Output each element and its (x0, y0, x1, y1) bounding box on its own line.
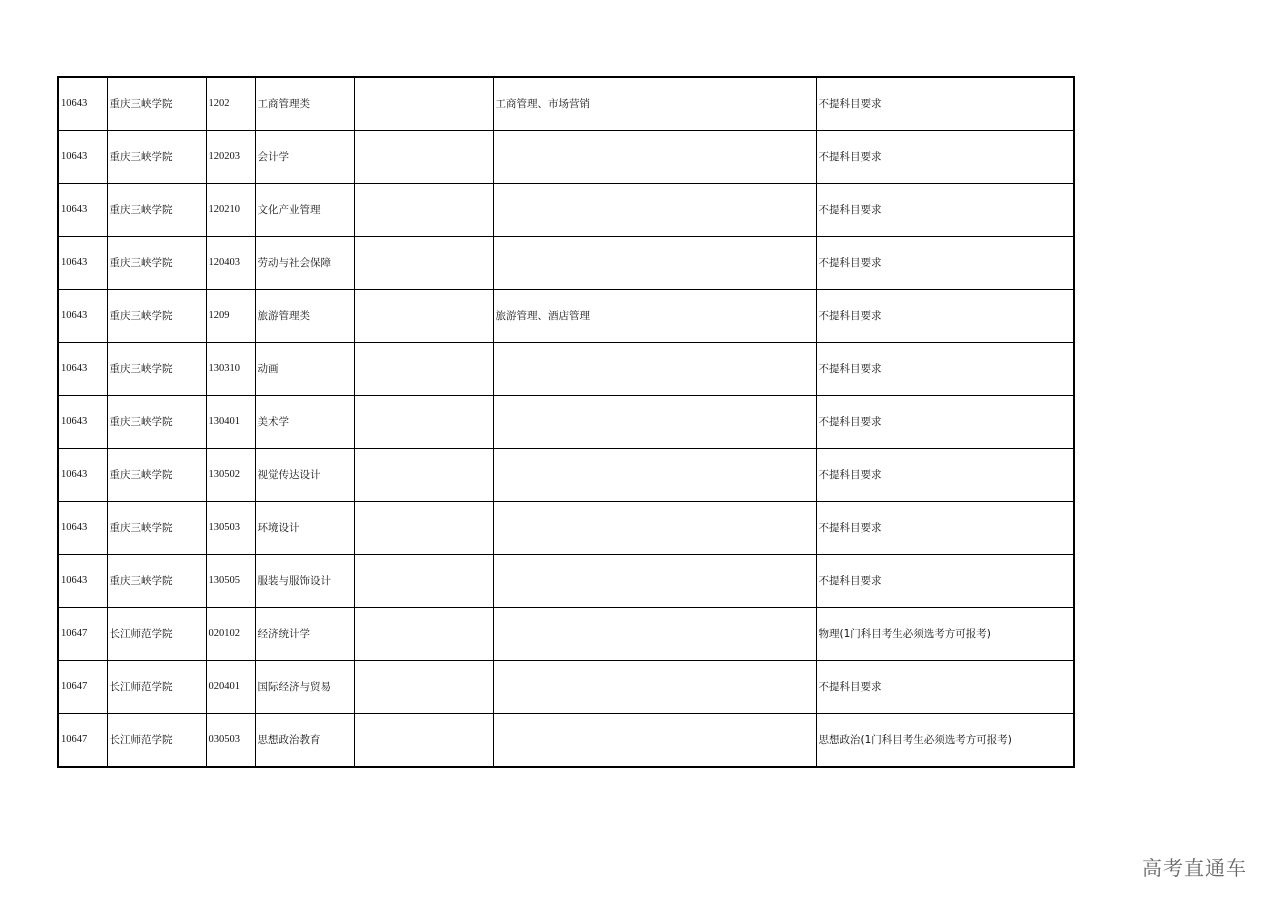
table-row (58, 661, 1074, 714)
cell-school-code: 10647 (58, 608, 107, 661)
document-table-container (57, 76, 1075, 768)
cell-major-code: 130401 (206, 396, 255, 449)
table-row (58, 396, 1074, 449)
cell-included-majors (493, 661, 816, 714)
cell-subject-requirement: 不提科目要求 (816, 290, 1074, 343)
cell-major-name: 服装与服饰设计 (255, 555, 354, 608)
cell-major-code: 120210 (206, 184, 255, 237)
cell-school-name: 长江师范学院 (107, 661, 206, 714)
cell-included-majors (493, 502, 816, 555)
cell-major-name: 旅游管理类 (255, 290, 354, 343)
cell-included-majors (493, 714, 816, 768)
cell-major-name: 动画 (255, 343, 354, 396)
cell-included-majors: 工商管理、市场营销 (493, 77, 816, 131)
cell-note (354, 449, 493, 502)
table-row (58, 555, 1074, 608)
cell-note (354, 661, 493, 714)
cell-included-majors (493, 449, 816, 502)
cell-school-code: 10643 (58, 237, 107, 290)
subject-requirements-table (57, 76, 1075, 768)
cell-included-majors (493, 343, 816, 396)
cell-subject-requirement: 不提科目要求 (816, 502, 1074, 555)
cell-school-name: 长江师范学院 (107, 608, 206, 661)
cell-subject-requirement: 物理(1门科目考生必须选考方可报考) (816, 608, 1074, 661)
cell-school-name: 重庆三峡学院 (107, 77, 206, 131)
cell-school-code: 10647 (58, 714, 107, 768)
cell-subject-requirement: 不提科目要求 (816, 77, 1074, 131)
cell-school-name: 重庆三峡学院 (107, 184, 206, 237)
cell-included-majors (493, 184, 816, 237)
cell-note (354, 608, 493, 661)
watermark-text: 高考直通车 (1142, 856, 1247, 880)
cell-subject-requirement: 不提科目要求 (816, 131, 1074, 184)
cell-school-name: 重庆三峡学院 (107, 131, 206, 184)
cell-note (354, 77, 493, 131)
cell-included-majors (493, 396, 816, 449)
cell-major-code: 130502 (206, 449, 255, 502)
cell-major-code: 020102 (206, 608, 255, 661)
cell-included-majors (493, 131, 816, 184)
table-row (58, 290, 1074, 343)
table-row (58, 449, 1074, 502)
table-row (58, 714, 1074, 768)
cell-school-code: 10643 (58, 502, 107, 555)
cell-subject-requirement: 思想政治(1门科目考生必须选考方可报考) (816, 714, 1074, 768)
cell-school-name: 重庆三峡学院 (107, 237, 206, 290)
cell-major-name: 美术学 (255, 396, 354, 449)
cell-note (354, 714, 493, 768)
table-row (58, 502, 1074, 555)
table-row (58, 131, 1074, 184)
cell-school-name: 重庆三峡学院 (107, 555, 206, 608)
cell-subject-requirement: 不提科目要求 (816, 184, 1074, 237)
cell-subject-requirement: 不提科目要求 (816, 237, 1074, 290)
cell-major-code: 020401 (206, 661, 255, 714)
cell-major-code: 130310 (206, 343, 255, 396)
cell-major-name: 环境设计 (255, 502, 354, 555)
cell-school-code: 10643 (58, 449, 107, 502)
cell-major-code: 130503 (206, 502, 255, 555)
cell-included-majors (493, 237, 816, 290)
cell-subject-requirement: 不提科目要求 (816, 396, 1074, 449)
cell-school-code: 10647 (58, 661, 107, 714)
cell-subject-requirement: 不提科目要求 (816, 343, 1074, 396)
cell-included-majors (493, 555, 816, 608)
cell-subject-requirement: 不提科目要求 (816, 661, 1074, 714)
cell-included-majors (493, 608, 816, 661)
cell-major-name: 视觉传达设计 (255, 449, 354, 502)
cell-school-name: 长江师范学院 (107, 714, 206, 768)
cell-note (354, 237, 493, 290)
cell-major-code: 1209 (206, 290, 255, 343)
cell-note (354, 502, 493, 555)
cell-major-code: 1202 (206, 77, 255, 131)
table-row (58, 343, 1074, 396)
cell-major-name: 文化产业管理 (255, 184, 354, 237)
cell-note (354, 555, 493, 608)
cell-major-code: 130505 (206, 555, 255, 608)
cell-subject-requirement: 不提科目要求 (816, 555, 1074, 608)
cell-major-name: 劳动与社会保障 (255, 237, 354, 290)
table-row (58, 184, 1074, 237)
cell-major-name: 国际经济与贸易 (255, 661, 354, 714)
cell-note (354, 131, 493, 184)
cell-major-name: 工商管理类 (255, 77, 354, 131)
cell-school-code: 10643 (58, 131, 107, 184)
cell-major-code: 120203 (206, 131, 255, 184)
table-row (58, 77, 1074, 131)
cell-school-name: 重庆三峡学院 (107, 290, 206, 343)
cell-note (354, 343, 493, 396)
cell-school-name: 重庆三峡学院 (107, 502, 206, 555)
cell-school-code: 10643 (58, 290, 107, 343)
cell-school-name: 重庆三峡学院 (107, 396, 206, 449)
cell-note (354, 396, 493, 449)
cell-school-code: 10643 (58, 184, 107, 237)
cell-school-code: 10643 (58, 343, 107, 396)
cell-school-name: 重庆三峡学院 (107, 449, 206, 502)
table-row (58, 237, 1074, 290)
cell-major-name: 思想政治教育 (255, 714, 354, 768)
cell-major-name: 会计学 (255, 131, 354, 184)
cell-school-code: 10643 (58, 77, 107, 131)
table-row (58, 608, 1074, 661)
cell-note (354, 290, 493, 343)
cell-included-majors: 旅游管理、酒店管理 (493, 290, 816, 343)
cell-note (354, 184, 493, 237)
cell-major-name: 经济统计学 (255, 608, 354, 661)
cell-major-code: 030503 (206, 714, 255, 768)
cell-major-code: 120403 (206, 237, 255, 290)
cell-school-code: 10643 (58, 396, 107, 449)
cell-subject-requirement: 不提科目要求 (816, 449, 1074, 502)
table-body (58, 77, 1074, 767)
cell-school-code: 10643 (58, 555, 107, 608)
cell-school-name: 重庆三峡学院 (107, 343, 206, 396)
